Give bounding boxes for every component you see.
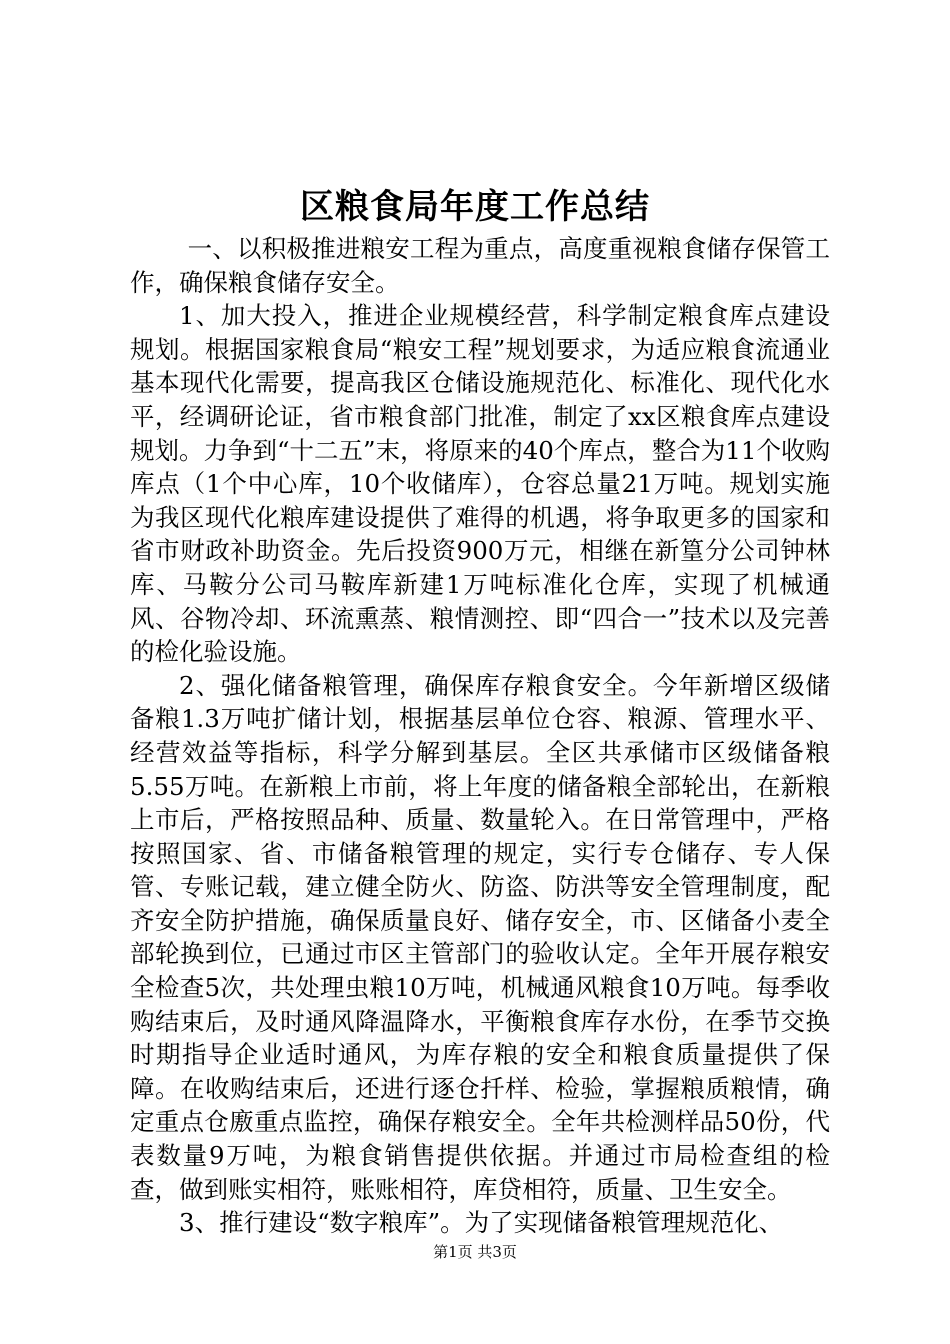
paragraph-section-one: 一、以积极推进粮安工程为重点，高度重视粮食储存保管工作，确保粮食储存安全。 xyxy=(130,234,830,297)
document-title: 区粮食局年度工作总结 xyxy=(300,187,650,227)
document-body xyxy=(130,232,830,1240)
paragraph-item-1: 1、加大投入，推进企业规模经营，科学制定粮食库点建设规划。根据国家粮食局“粮安工程”规划要求，为适应粮食流通业基本现代化需要，提高我区仓储设施规范化、标准化、现代化水平，经调研论证，省市粮食部门批准，制定了xx区粮食库点建设规划。力争到“十二五”末，将原来的40个库点，整合为11个收购库点（1个中心库，10个收储库），仓容总量21万吨。规划实施为我区现代化粮库建设提供了难得的机遇，将争取更多的国家和省市财政补助资金。先后投资900万元，相继在新篁分公司钟林库、马鞍分公司马鞍库新建1万吨标准化仓库，实现了机械通风、谷物冷却、环流熏蒸、粮情测控、即“四合一”技术以及完善的检化验设施。 xyxy=(130,301,830,667)
page-number-footer: 第1页 共3页 xyxy=(433,1243,517,1261)
paragraph-item-2: 2、强化储备粮管理，确保库存粮食安全。今年新增区级储备粮1.3万吨扩储计划，根据基层单位仓容、粮源、管理水平、经营效益等指标，科学分解到基层。全区共承储市区级储备粮5.55万吨。在新粮上市前，将上年度的储备粮全部轮出，在新粮上市后，严格按照品种、质量、数量轮入。在日常管理中，严格按照国家、省、市储备粮管理的规定，实行专仓储存、专人保管、专账记载，建立健全防火、防盗、防洪等安全管理制度，配齐安全防护措施，确保质量良好、储存安全，市、区储备小麦全部轮换到位，已通过市区主管部门的验收认定。全年开展存粮安全检查5次，共处理虫粮10万吨，机械通风粮食10万吨。每季收购结束后，及时通风降温降水，平衡粮食库存水份，在季节交换时期指导企业适时通风，为库存粮的安全和粮食质量提供了保障。在收购结束后，还进行逐仓扦样、检验，掌握粮质粮情，确定重点仓廒重点监控，确保存粮安全。全年共检测样品50份，代表数量9万吨，为粮食销售提供依据。并通过市局检查组的检查，做到账实相符，账账相符，库贷相符，质量、卫生安全。 xyxy=(130,670,830,1204)
paragraph-item-3: 3、推行建设“数字粮库”。为了实现储备粮管理规范化、 xyxy=(179,1208,784,1238)
